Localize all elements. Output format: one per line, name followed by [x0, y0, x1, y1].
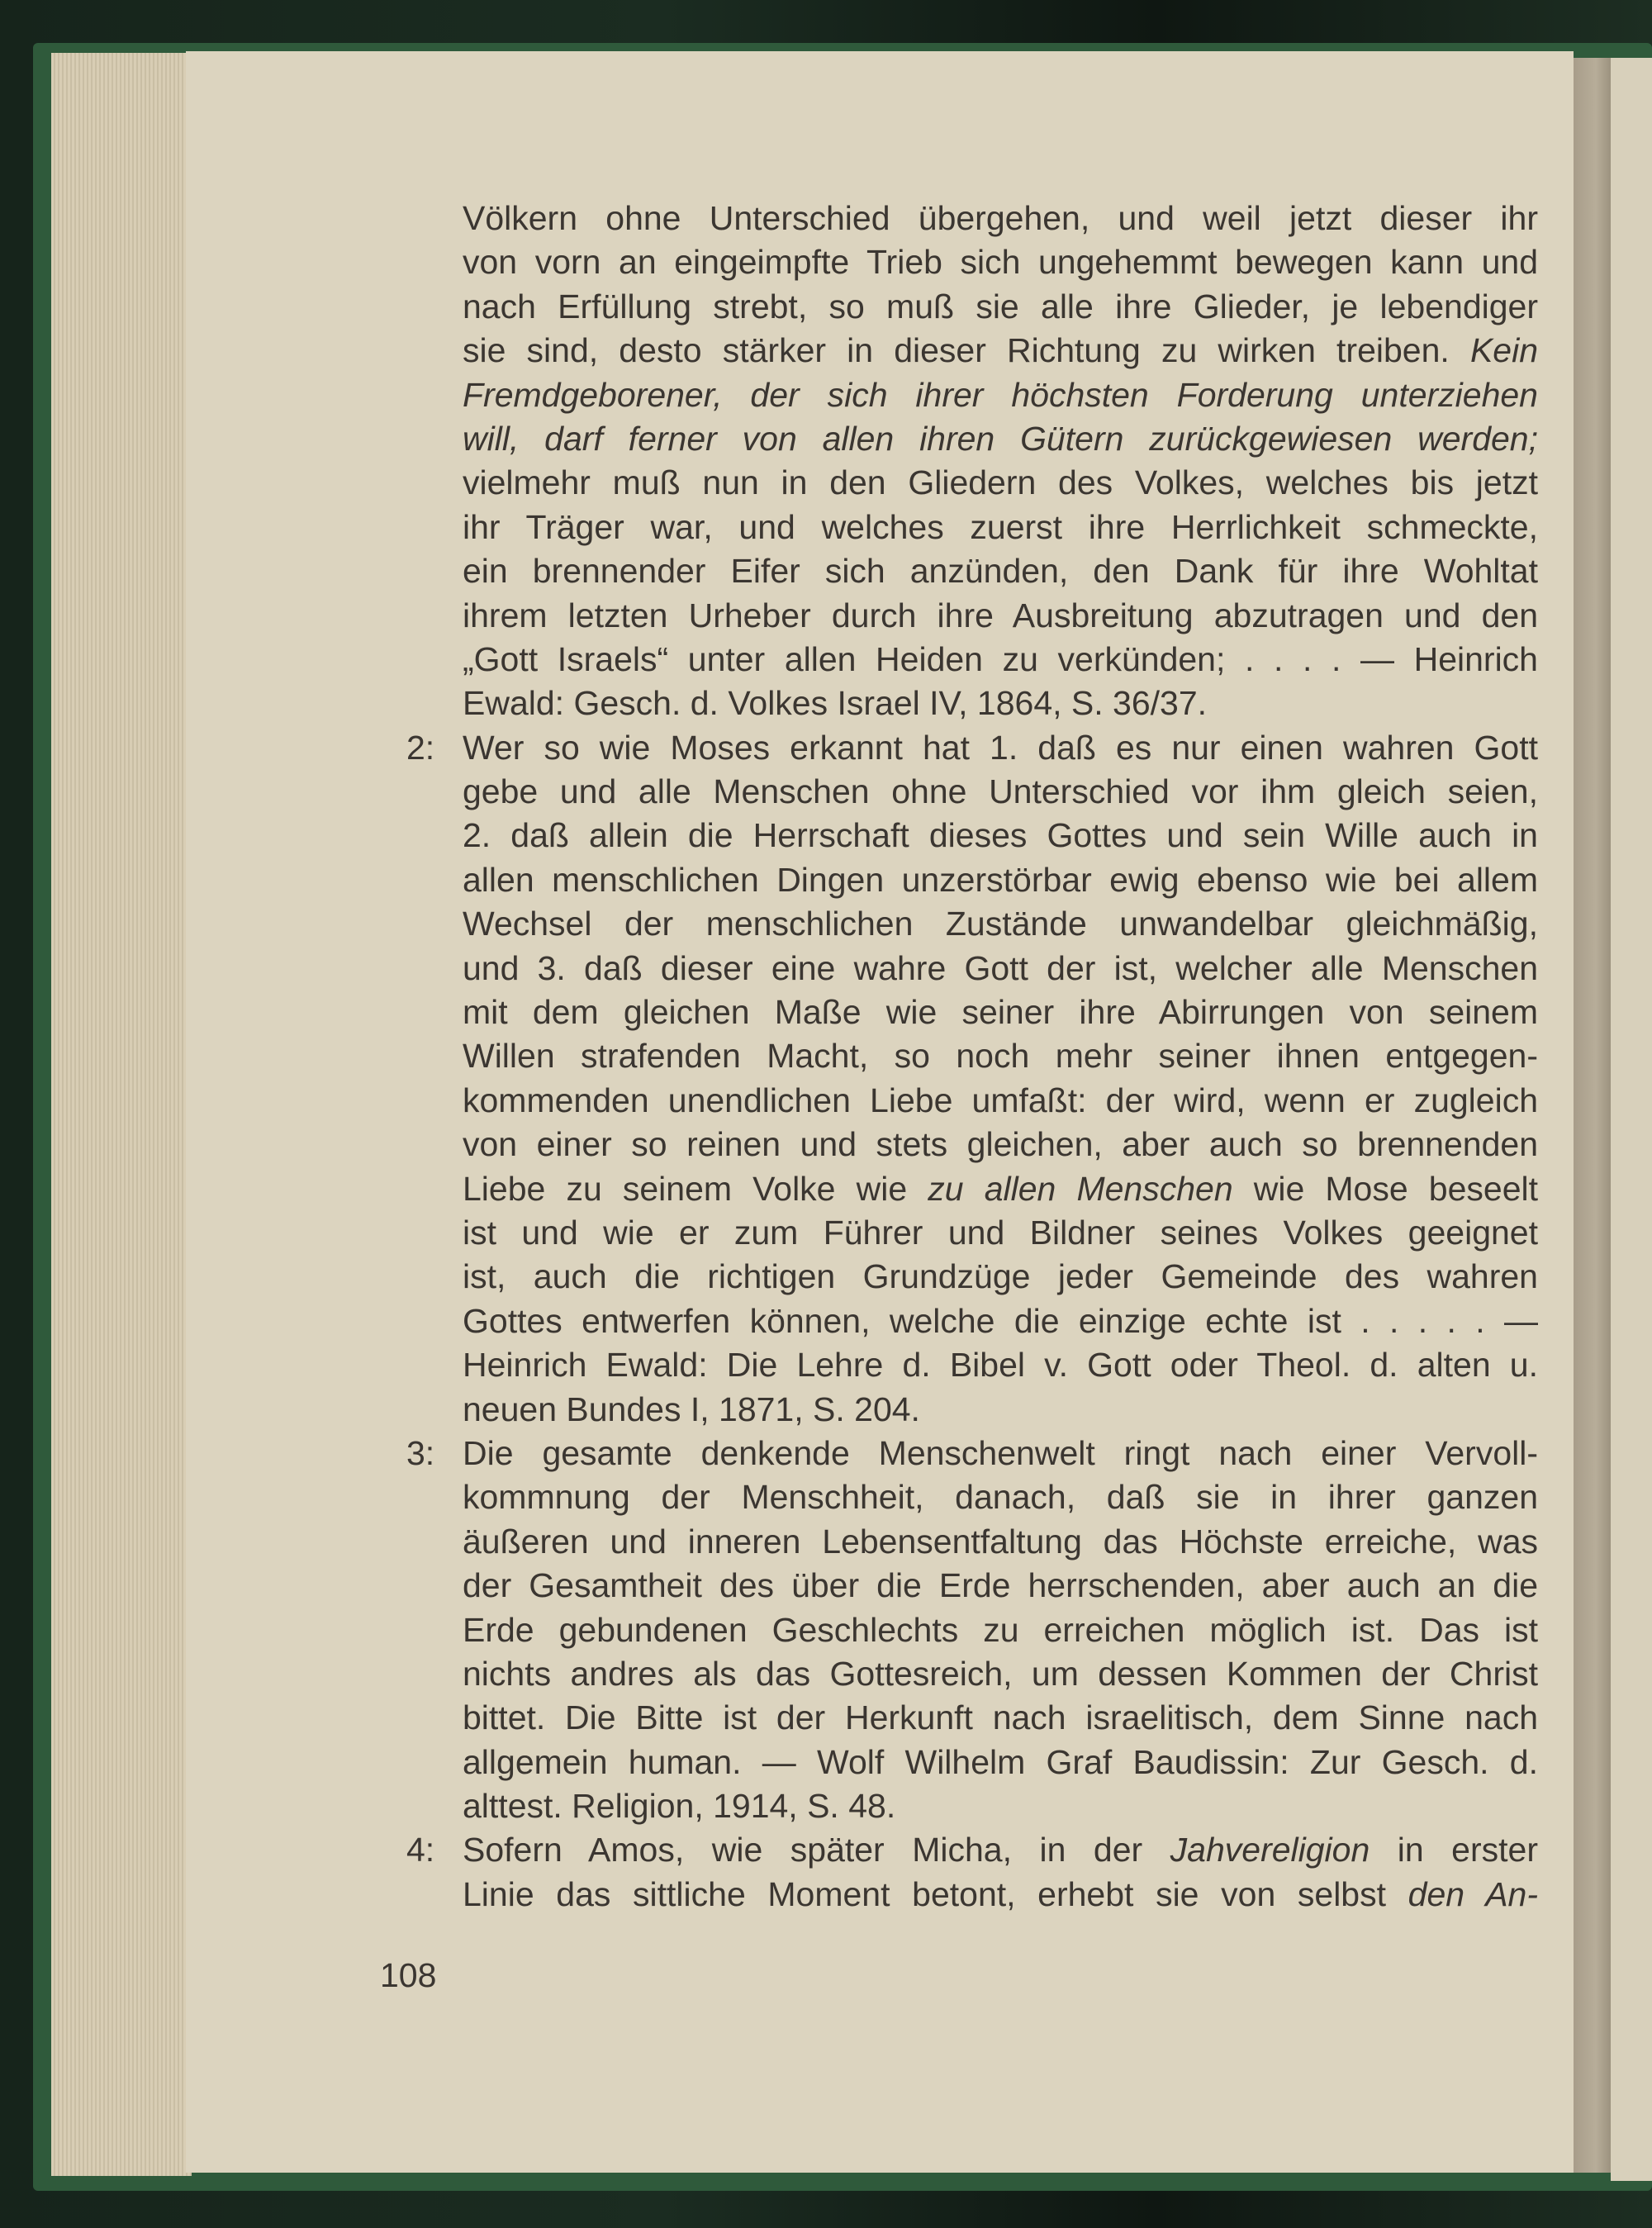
- page-number: 108: [380, 1956, 437, 1994]
- italic-text: Jahvereligion: [1170, 1831, 1370, 1869]
- text-segment: ihr Träger war, und welches zuerst ihre Herrlichkeit schmeckte,: [463, 507, 1538, 546]
- text-segment: alttest. Religion, 1914, S. 48.: [463, 1787, 896, 1826]
- text-segment: ihrem letzten Urheber durch ihre Ausbreitung abzutragen und den: [463, 596, 1538, 634]
- text-line: [463, 814, 1538, 857]
- text-line: [463, 197, 1538, 240]
- italic-text: will, darf ferner von allen ihren Gütern zurückgewiesen werden;: [463, 419, 1538, 458]
- text-segment: ist und wie er zum Führer und Bildner seines Volkes geeignet: [463, 1213, 1538, 1252]
- text-line: [463, 1255, 1538, 1299]
- page-body-text: [406, 197, 1539, 1917]
- text-line: [463, 373, 1538, 417]
- text-line: [463, 461, 1538, 505]
- text-segment: bittet. Die Bitte ist der Herkunft nach israelitisch, dem Sinne nach: [463, 1698, 1538, 1737]
- text-segment: sie sind, desto stärker in dieser Richtung zu wirken treiben.: [463, 331, 1470, 370]
- text-line: [463, 1167, 1538, 1211]
- text-segment: Sofern Amos, wie später Micha, in der: [463, 1831, 1170, 1869]
- text-segment: Erde gebundenen Geschlechts zu erreichen möglich ist. Das ist: [463, 1610, 1538, 1649]
- text-line: [463, 506, 1538, 549]
- text-segment: Ewald: Gesch. d. Volkes Israel IV, 1864, S. 36/37.: [463, 684, 1208, 723]
- text-line: [406, 1432, 1538, 1475]
- text-line: [463, 1299, 1538, 1343]
- italic-text: zu allen Menschen: [928, 1169, 1233, 1208]
- text-line: [463, 1211, 1538, 1255]
- text-line: [463, 1123, 1538, 1166]
- text-line: [463, 1652, 1538, 1696]
- text-line: [463, 1564, 1538, 1608]
- text-segment: kommenden unendlichen Liebe umfaßt: der wird, wenn er zugleich: [463, 1081, 1538, 1119]
- text-line: [463, 417, 1538, 461]
- text-line: [463, 1034, 1538, 1078]
- text-line: [463, 1784, 1538, 1828]
- text-segment: Linie das sittliche Moment betont, erhebt sie von selbst: [463, 1874, 1408, 1913]
- text-line: [463, 1873, 1538, 1917]
- text-segment: gebe und alle Menschen ohne Unterschied vor ihm gleich seien,: [463, 772, 1538, 811]
- text-segment: „Gott Israels“ unter allen Heiden zu verkünden; . . . . — Heinrich: [463, 639, 1538, 678]
- italic-text: den An-: [1408, 1874, 1538, 1913]
- next-page-edge: [1611, 58, 1652, 2181]
- text-segment: Gottes entwerfen können, welche die einzige echte ist . . . . . —: [463, 1301, 1538, 1340]
- text-line: [463, 1696, 1538, 1740]
- text-segment: allen menschlichen Dingen unzerstörbar ewig ebenso wie bei allem: [463, 860, 1538, 899]
- text-line: [463, 285, 1538, 329]
- text-line: [463, 329, 1538, 373]
- text-segment: ein brennender Eifer sich anzünden, den Dank für ihre Wohltat: [463, 552, 1538, 591]
- italic-text: Kein: [1469, 331, 1538, 370]
- text-line: [463, 947, 1538, 990]
- text-segment: in erster: [1370, 1831, 1538, 1869]
- text-segment: neuen Bundes I, 1871, S. 204.: [463, 1390, 920, 1428]
- text-segment: Liebe zu seinem Volke wie: [463, 1169, 928, 1208]
- text-line: [463, 902, 1538, 946]
- text-segment: kommnung der Menschheit, danach, daß sie in ihrer ganzen: [463, 1478, 1538, 1517]
- text-line: [463, 1741, 1538, 1784]
- text-line: [463, 858, 1538, 902]
- text-segment: vielmehr muß nun in den Gliedern des Volkes, welches bis jetzt: [463, 463, 1538, 502]
- text-line: [463, 770, 1538, 814]
- text-segment: äußeren und inneren Lebensentfaltung das Höchste erreiche, was: [463, 1522, 1538, 1561]
- text-segment: Die gesamte denkende Menschenwelt ringt nach einer Vervoll-: [463, 1433, 1538, 1472]
- text-segment: allgemein human. — Wolf Wilhelm Graf Baudissin: Zur Gesch. d.: [463, 1742, 1538, 1781]
- note-number: 3:: [406, 1433, 435, 1472]
- page-gutter: [1574, 58, 1611, 2173]
- text-line: [463, 638, 1538, 682]
- text-segment: Heinrich Ewald: Die Lehre d. Bibel v. Gott oder Theol. d. alten u.: [463, 1346, 1538, 1385]
- text-segment: von einer so reinen und stets gleichen, aber auch so brennenden: [463, 1125, 1538, 1164]
- text-line: [463, 594, 1538, 638]
- text-line: [463, 1475, 1538, 1519]
- text-line: [406, 1828, 1538, 1872]
- text-line: [463, 240, 1538, 284]
- text-segment: Völkern ohne Unterschied übergehen, und weil jetzt dieser ihr: [463, 199, 1538, 237]
- text-line: [406, 726, 1538, 770]
- text-segment: und 3. daß dieser eine wahre Gott der ist, welcher alle Menschen: [463, 948, 1538, 987]
- italic-text: Fremdgeborener, der sich ihrer höchsten Forderung unterziehen: [463, 375, 1538, 414]
- text-line: [463, 549, 1538, 593]
- text-line: [463, 990, 1538, 1034]
- text-segment: von vorn an eingeimpfte Trieb sich ungehemmt bewegen kann und: [463, 243, 1538, 282]
- text-line: [463, 1343, 1538, 1387]
- text-segment: mit dem gleichen Maße wie seiner ihre Abirrungen von seinem: [463, 993, 1538, 1032]
- note-number: 4:: [406, 1831, 435, 1869]
- text-segment: Wechsel der menschlichen Zustände unwandelbar gleichmäßig,: [463, 905, 1538, 943]
- note-number: 2:: [406, 728, 435, 767]
- text-line: [463, 1388, 1538, 1432]
- text-segment: Willen strafenden Macht, so noch mehr seiner ihnen entgegen-: [463, 1037, 1538, 1076]
- page-edges: [51, 53, 192, 2176]
- text-segment: nach Erfüllung strebt, so muß sie alle ihre Glieder, je lebendiger: [463, 287, 1538, 325]
- text-segment: wie Mose beseelt: [1232, 1169, 1539, 1208]
- text-segment: der Gesamtheit des über die Erde herrschenden, aber auch an die: [463, 1566, 1538, 1605]
- text-line: [463, 682, 1538, 725]
- text-segment: Wer so wie Moses erkannt hat 1. daß es nur einen wahren Gott: [463, 728, 1538, 767]
- text-segment: ist, auch die richtigen Grundzüge jeder Gemeinde des wahren: [463, 1257, 1538, 1296]
- text-segment: 2. daß allein die Herrschaft dieses Gottes und sein Wille auch in: [463, 816, 1538, 855]
- text-line: [463, 1608, 1538, 1652]
- text-line: [463, 1520, 1538, 1564]
- text-line: [463, 1079, 1538, 1123]
- text-segment: nichts andres als das Gottesreich, um dessen Kommen der Christ: [463, 1654, 1538, 1693]
